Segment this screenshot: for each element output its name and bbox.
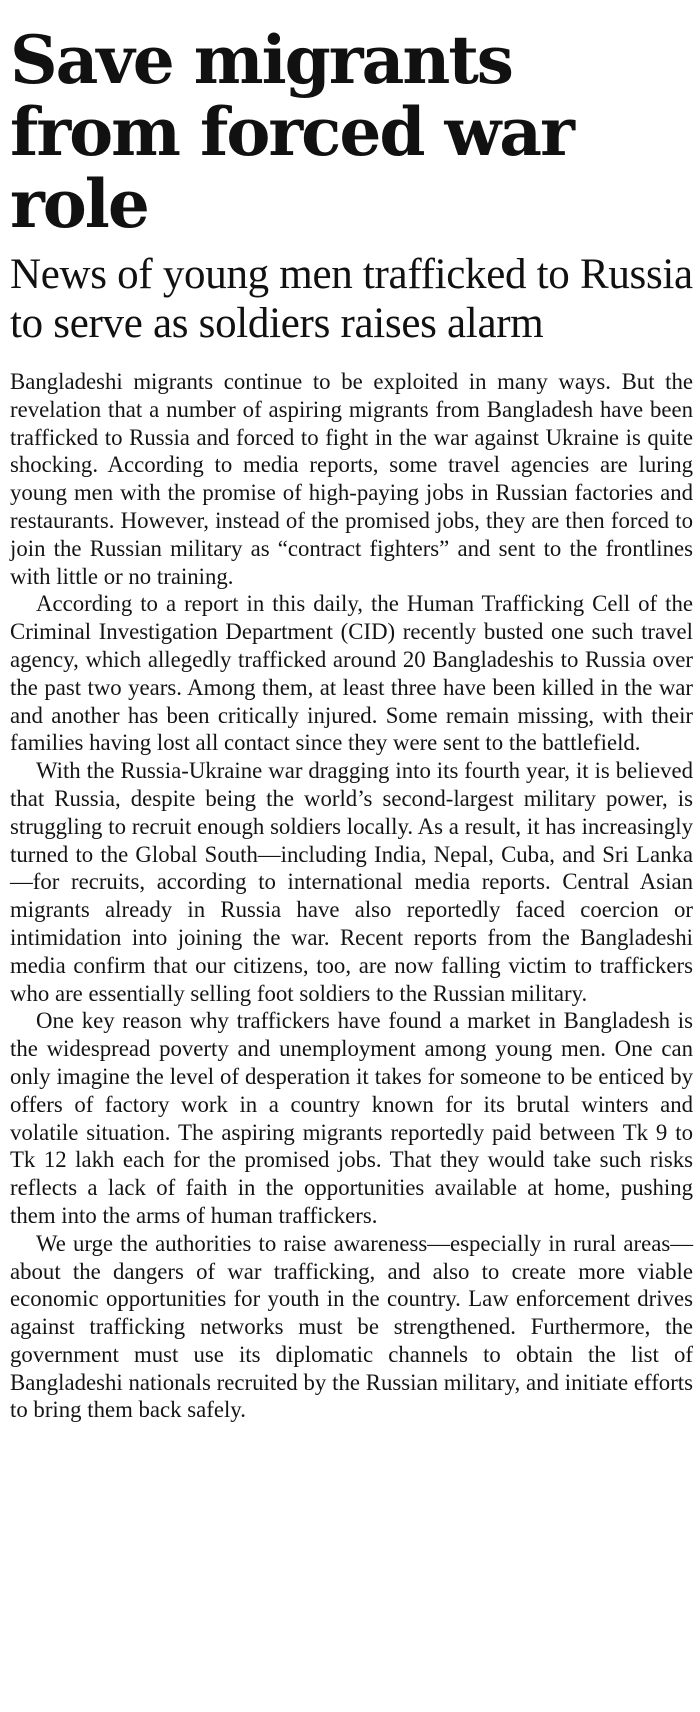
subheadline: News of young men trafficked to Russia to serve as soldiers raises alarm <box>10 251 693 347</box>
body-paragraph-1: Bangladeshi migrants continue to be exploited in many ways. But the revelation that a number of aspiring migrants from Bangladesh have been trafficked to Russia and forced to fight in the war against Ukraine is quite shocking. According to media reports, some travel agencies are luring young men with the promise of high-paying jobs in Russian factories and restaurants. However, instead of the promised jobs, they are then forced to join the Russian military as “contract fighters” and sent to the frontlines with little or no training. <box>10 369 693 589</box>
headline: Save migrants from forced war role <box>10 21 573 243</box>
body-paragraph-2: According to a report in this daily, the Human Trafficking Cell of the Criminal Investigation Department (CID) recently busted one such travel agency, which allegedly trafficked around 20 Bangladeshis to Russia over the past two years. Among them, at least three have been killed in the war and another has been critically injured. Some remain missing, with their families having lost all contact since they were sent to the battlefield. <box>10 591 693 756</box>
body-paragraph-3: With the Russia-Ukraine war dragging into its fourth year, it is believed that Russia, despite being the world’s second-largest military power, is struggling to recruit enough soldiers locally. As a result, it has increasingly turned to the Global South—including India, Nepal, Cuba, and Sri Lanka—for recruits, according to international media reports. Central Asian migrants already in Russia have also reportedly faced coercion or intimidation into joining the war. Recent reports from the Bangladeshi media confirm that our citizens, too, are now falling victim to traffickers who are essentially selling foot soldiers to the Russian military. <box>10 758 693 1006</box>
body-paragraph-4: One key reason why traffickers have found a market in Bangladesh is the widespread poverty and unemployment among young men. One can only imagine the level of desperation it takes for someone to be enticed by offers of factory work in a country known for its brutal winters and volatile situation. The aspiring migrants reportedly paid between Tk 9 to Tk 12 lakh each for the promised jobs. That they would take such risks reflects a lack of faith in the opportunities available at home, pushing them into the arms of human traffickers. <box>10 1008 693 1228</box>
body-paragraph-5: We urge the authorities to raise awareness—especially in rural areas—about the dangers of war trafficking, and also to create more viable economic opportunities for youth in the country. Law enforcement drives against trafficking networks must be strengthened. Furthermore, the government must use its diplomatic channels to obtain the list of Bangladeshi nationals recruited by the Russian military, and initiate efforts to bring them back safely. <box>10 1230 693 1423</box>
editorial-article <box>10 0 693 1424</box>
article-body <box>10 368 693 1424</box>
